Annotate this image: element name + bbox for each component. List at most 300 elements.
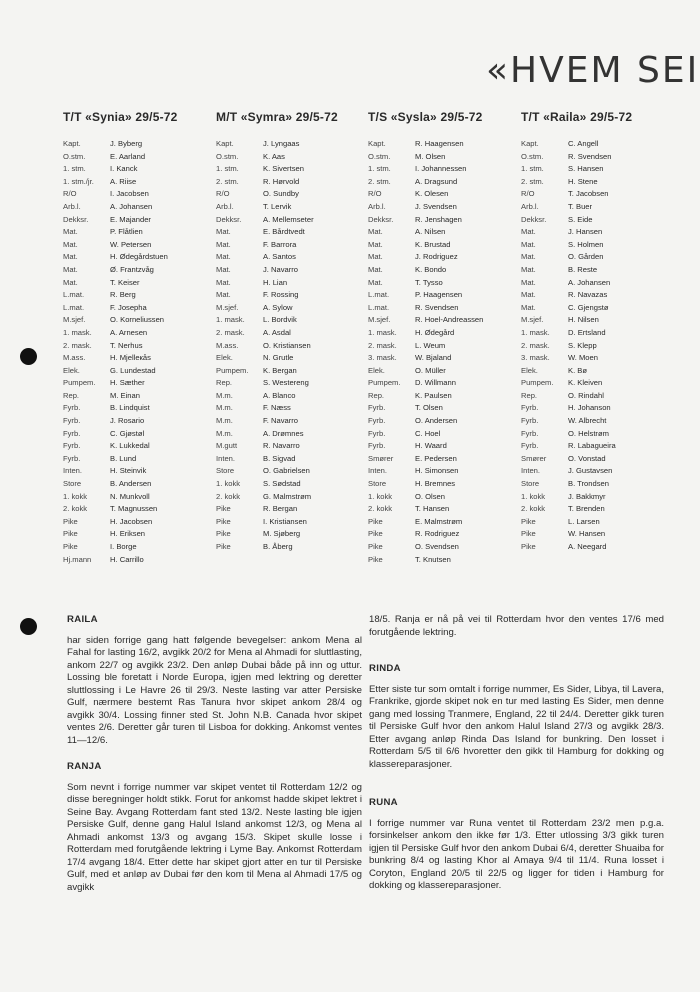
crew-row bbox=[63, 453, 213, 466]
crew-rank: Fyrb. bbox=[63, 428, 81, 438]
binder-hole-bottom bbox=[20, 618, 37, 635]
crew-row bbox=[216, 251, 366, 264]
crew-rank: Store bbox=[216, 466, 235, 476]
crew-name: A. Sylow bbox=[263, 302, 293, 312]
crew-rank: Pike bbox=[368, 516, 383, 526]
crew-rank: Inten. bbox=[216, 453, 235, 463]
crew-name: I. Borge bbox=[110, 542, 137, 551]
crew-name: C. Hoel bbox=[415, 428, 441, 438]
crew-row bbox=[368, 138, 518, 151]
crew-row bbox=[216, 138, 366, 151]
crew-rank: Smører bbox=[521, 453, 547, 463]
crew-rank: Dekksr. bbox=[216, 214, 242, 224]
article-runa bbox=[369, 797, 664, 893]
crew-row bbox=[216, 541, 366, 554]
crew-row bbox=[521, 314, 671, 327]
crew-name: O. Olsen bbox=[415, 491, 445, 501]
crew-row bbox=[216, 516, 366, 529]
crew-name: J. Gustavsen bbox=[568, 466, 613, 476]
crew-list-symra bbox=[216, 110, 366, 554]
crew-rank: Pike bbox=[63, 542, 78, 551]
crew-name: H. Jacobsen bbox=[110, 516, 153, 526]
crew-name: H. Simonsen bbox=[415, 466, 459, 476]
crew-rank: Inten. bbox=[368, 466, 387, 476]
crew-name: A. Riise bbox=[110, 176, 137, 186]
crew-row bbox=[63, 352, 213, 365]
crew-rank: L.mat. bbox=[63, 290, 85, 300]
crew-name: A. Arnesen bbox=[110, 327, 148, 337]
crew-row bbox=[63, 226, 213, 239]
crew-name: A. Mellemseter bbox=[263, 214, 314, 224]
crew-row bbox=[521, 503, 671, 516]
article-ranja bbox=[67, 761, 362, 894]
crew-rank: 2. stm. bbox=[521, 176, 544, 186]
crew-rank: M.m. bbox=[216, 428, 233, 438]
crew-name: R. Haagensen bbox=[415, 139, 464, 148]
crew-rank: Arb.l. bbox=[368, 201, 386, 211]
crew-row bbox=[368, 390, 518, 403]
crew-rank: 2. stm. bbox=[368, 176, 391, 186]
crew-row bbox=[521, 340, 671, 353]
crew-row bbox=[521, 289, 671, 302]
crew-rank: M.m. bbox=[216, 390, 233, 400]
crew-rank: Fyrb. bbox=[368, 403, 386, 413]
crew-name: J. Lyngaas bbox=[263, 139, 300, 148]
crew-rank: Pike bbox=[216, 516, 231, 526]
crew-row bbox=[216, 289, 366, 302]
crew-rank: Fyrb. bbox=[63, 416, 81, 426]
crew-row bbox=[368, 302, 518, 315]
crew-rank: Pike bbox=[521, 529, 536, 539]
crew-rank: R/O bbox=[216, 189, 230, 199]
crew-name: J. Rosario bbox=[110, 416, 145, 426]
crew-rank: Pike bbox=[216, 542, 231, 551]
crew-row bbox=[63, 176, 213, 189]
crew-row bbox=[368, 478, 518, 491]
crew-name: O. Kristiansen bbox=[263, 340, 311, 350]
crew-row bbox=[216, 239, 366, 252]
crew-rank: Mat. bbox=[63, 277, 78, 287]
crew-rank: Mat. bbox=[216, 227, 231, 237]
crew-name: A. Johansen bbox=[110, 201, 153, 211]
crew-row bbox=[368, 503, 518, 516]
crew-name: R. Navarro bbox=[263, 441, 300, 451]
crew-row bbox=[521, 516, 671, 529]
crew-name: S. Holmen bbox=[568, 239, 604, 249]
crew-name: R. Hørvold bbox=[263, 176, 300, 186]
crew-name: K. Kleiven bbox=[568, 378, 603, 388]
crew-name: K. Aas bbox=[263, 151, 285, 161]
crew-rank: Mat. bbox=[368, 252, 383, 262]
crew-row bbox=[521, 541, 671, 554]
crew-rank: 2. mask. bbox=[216, 327, 245, 337]
crew-rank: Fyrb. bbox=[521, 416, 539, 426]
crew-name: T. Magnussen bbox=[110, 504, 158, 514]
crew-name: K. Bergan bbox=[263, 365, 297, 375]
crew-name: H. Carrillo bbox=[110, 554, 144, 564]
crew-name: A. Drømnes bbox=[263, 428, 304, 438]
crew-name: C. Gjengstø bbox=[568, 302, 609, 312]
crew-rank: 2. kokk bbox=[216, 491, 241, 501]
crew-row bbox=[216, 340, 366, 353]
crew-rank: M.ass. bbox=[63, 353, 86, 363]
crew-row bbox=[368, 428, 518, 441]
binder-hole-top bbox=[20, 348, 37, 365]
crew-row bbox=[216, 503, 366, 516]
article-raila bbox=[67, 614, 362, 747]
crew-name: F. Rossing bbox=[263, 290, 299, 300]
crew-rank: Fyrb. bbox=[63, 453, 81, 463]
crew-row bbox=[521, 352, 671, 365]
crew-name: H. Lian bbox=[263, 277, 288, 287]
crew-row bbox=[521, 327, 671, 340]
crew-rank: Rep. bbox=[216, 378, 233, 388]
crew-row bbox=[368, 402, 518, 415]
crew-rank: 1. stm. bbox=[368, 164, 391, 174]
crew-name: L. Weum bbox=[415, 340, 446, 350]
crew-row bbox=[63, 314, 213, 327]
crew-rank: Fyrb. bbox=[521, 428, 539, 438]
crew-rank: 3. mask. bbox=[368, 353, 397, 363]
crew-name: K. Brustad bbox=[415, 239, 451, 249]
crew-rank: 1. kokk bbox=[63, 491, 88, 501]
crew-row bbox=[63, 239, 213, 252]
crew-rank: O.stm. bbox=[63, 151, 86, 161]
crew-row bbox=[368, 277, 518, 290]
crew-row bbox=[368, 377, 518, 390]
crew-name: G. Malmstrøm bbox=[263, 491, 312, 501]
crew-rank: 3. mask. bbox=[521, 353, 550, 363]
crew-rank: Pike bbox=[216, 529, 231, 539]
crew-row bbox=[521, 251, 671, 264]
crew-name: I. Kanck bbox=[110, 164, 138, 174]
crew-row bbox=[368, 314, 518, 327]
crew-name: S. Eide bbox=[568, 214, 593, 224]
crew-row bbox=[521, 491, 671, 504]
crew-rank: 2. kokk bbox=[368, 504, 393, 514]
crew-rank: Elek. bbox=[368, 365, 385, 375]
crew-rank: Kapt. bbox=[63, 139, 81, 148]
crew-rank: 1. mask. bbox=[368, 327, 397, 337]
crew-list-header: T/T «Raila» 29/5-72 bbox=[521, 110, 633, 124]
crew-row bbox=[63, 428, 213, 441]
crew-name: R. Bergan bbox=[263, 504, 298, 514]
crew-rank: Mat. bbox=[216, 239, 231, 249]
crew-row bbox=[521, 277, 671, 290]
crew-name: W. Hansen bbox=[568, 529, 606, 539]
crew-name: A. Nilsen bbox=[415, 227, 446, 237]
crew-rank: M.m. bbox=[216, 416, 233, 426]
crew-row bbox=[521, 239, 671, 252]
crew-row bbox=[63, 277, 213, 290]
crew-name: W. Moen bbox=[568, 353, 598, 363]
crew-row bbox=[368, 226, 518, 239]
crew-name: E. Majander bbox=[110, 214, 151, 224]
crew-name: O. Sundby bbox=[263, 189, 299, 199]
crew-rank: Mat. bbox=[521, 252, 536, 262]
crew-name: G. Lundestad bbox=[110, 365, 156, 375]
article-heading: RUNA bbox=[369, 797, 398, 808]
crew-name: R. Jenshagen bbox=[415, 214, 462, 224]
article-body: Etter siste tur som omtalt i forrige nummer, Es Sider, Libya, til Lavera, Frankrike, gjorde skipet nok en tur med lasting Es Sider, men denne gang med lossing Tranmere, England, 22 til 24/4. Deretter gikk turen til Persiske Gulf hvor den ankom Halul Island 27/3 og avgikk 28/3. Etter avgang anløp Rinda Das Island for bunkring. Den losset i Rotterdam 5/5 til 6/6 hvoretter den gikk til Hamburg for dokking og klassereparasjoner. bbox=[369, 683, 664, 770]
crew-rank: M.sjef. bbox=[521, 315, 544, 325]
crew-rank: Mat. bbox=[521, 277, 536, 287]
crew-name: O. Svendsen bbox=[415, 542, 459, 551]
crew-rank: M.m. bbox=[216, 403, 233, 413]
crew-name: T. Knutsen bbox=[415, 554, 451, 564]
crew-rank: R/O bbox=[368, 189, 382, 199]
crew-rank: Fyrb. bbox=[521, 441, 539, 451]
crew-list-synia bbox=[63, 110, 213, 566]
crew-name: T. Buer bbox=[568, 201, 593, 211]
crew-rank: O.stm. bbox=[216, 151, 239, 161]
crew-name: O. Gården bbox=[568, 252, 604, 262]
crew-row bbox=[521, 163, 671, 176]
crew-list-header: T/S «Sysla» 29/5-72 bbox=[368, 110, 483, 124]
crew-name: W. Petersen bbox=[110, 239, 152, 249]
crew-name: E. Bårdtvedt bbox=[263, 227, 305, 237]
crew-row bbox=[368, 163, 518, 176]
crew-rank: Kapt. bbox=[216, 139, 234, 148]
crew-row bbox=[216, 277, 366, 290]
crew-name: I. Kristiansen bbox=[263, 516, 307, 526]
article-rinda bbox=[369, 663, 664, 771]
crew-row bbox=[216, 491, 366, 504]
crew-row bbox=[368, 201, 518, 214]
crew-rank: Store bbox=[368, 479, 387, 489]
crew-name: H. Mjelleкås bbox=[110, 353, 151, 363]
crew-row bbox=[216, 226, 366, 239]
crew-rank: 2. mask. bbox=[63, 340, 92, 350]
crew-row bbox=[216, 440, 366, 453]
crew-rank: Mat. bbox=[368, 277, 383, 287]
crew-rank: Pike bbox=[368, 554, 383, 564]
crew-row bbox=[368, 516, 518, 529]
crew-name: R. Svendsen bbox=[415, 302, 459, 312]
crew-name: K. Sivertsen bbox=[263, 164, 304, 174]
crew-row bbox=[216, 188, 366, 201]
crew-name: T. Keiser bbox=[110, 277, 140, 287]
crew-name: L. Bordvik bbox=[263, 315, 297, 325]
crew-row bbox=[368, 465, 518, 478]
crew-name: H. Steinvik bbox=[110, 466, 147, 476]
crew-rank: Elek. bbox=[521, 365, 538, 375]
crew-name: H. Ødegårdstuen bbox=[110, 252, 168, 262]
crew-rank: Pike bbox=[63, 529, 78, 539]
crew-rank: Dekksr. bbox=[63, 214, 89, 224]
crew-rank: Pike bbox=[63, 516, 78, 526]
crew-name: O. Helstrøm bbox=[568, 428, 609, 438]
crew-rank: Mat. bbox=[521, 290, 536, 300]
crew-rank: Pumpem. bbox=[63, 378, 96, 388]
crew-name: F. Næss bbox=[263, 403, 291, 413]
crew-name: T. Hansen bbox=[415, 504, 450, 514]
crew-row bbox=[63, 264, 213, 277]
crew-rank: Mat. bbox=[368, 264, 383, 274]
article-column-left bbox=[67, 614, 362, 894]
crew-name: L. Larsen bbox=[568, 516, 600, 526]
crew-name: K. Paulsen bbox=[415, 390, 452, 400]
crew-row bbox=[521, 302, 671, 315]
crew-row bbox=[63, 516, 213, 529]
crew-rank: Dekksr. bbox=[368, 214, 394, 224]
crew-name: P. Flåtlien bbox=[110, 227, 143, 237]
crew-name: B. Åberg bbox=[263, 542, 293, 551]
crew-name: N. Munkvoll bbox=[110, 491, 150, 501]
crew-list-sysla bbox=[368, 110, 518, 566]
crew-row bbox=[216, 151, 366, 164]
crew-name: H. Sæther bbox=[110, 378, 145, 388]
crew-rank: Rep. bbox=[368, 390, 385, 400]
crew-rank: 1. mask. bbox=[216, 315, 245, 325]
crew-rank: 2. stm. bbox=[216, 176, 239, 186]
crew-name: B. Lindquist bbox=[110, 403, 150, 413]
crew-name: H. Stene bbox=[568, 176, 598, 186]
crew-name: R. Svendsen bbox=[568, 151, 612, 161]
crew-rank: Fyrb. bbox=[63, 441, 81, 451]
crew-row bbox=[216, 163, 366, 176]
crew-row bbox=[63, 340, 213, 353]
crew-row bbox=[521, 365, 671, 378]
crew-rank: Arb.l. bbox=[63, 201, 81, 211]
crew-name: J. Byberg bbox=[110, 139, 143, 148]
crew-row bbox=[368, 176, 518, 189]
crew-name: K. Olesen bbox=[415, 189, 449, 199]
crew-name: K. Bø bbox=[568, 365, 587, 375]
crew-name: O. Rindahl bbox=[568, 390, 604, 400]
crew-name: A. Dragsund bbox=[415, 176, 458, 186]
crew-name: B. Trondsen bbox=[568, 479, 609, 489]
crew-row bbox=[63, 251, 213, 264]
crew-rank: Kapt. bbox=[521, 139, 539, 148]
crew-row bbox=[368, 239, 518, 252]
crew-rank: 2. kokk bbox=[63, 504, 88, 514]
crew-row bbox=[63, 415, 213, 428]
crew-name: H. Johanson bbox=[568, 403, 611, 413]
crew-rank: L.mat. bbox=[368, 290, 390, 300]
crew-name: O. Müller bbox=[415, 365, 446, 375]
crew-rank: M.ass. bbox=[216, 340, 239, 350]
crew-rank: 1. stm./jr. bbox=[63, 176, 94, 186]
crew-row bbox=[63, 541, 213, 554]
crew-rank: Mat. bbox=[521, 264, 536, 274]
crew-name: M. Einan bbox=[110, 390, 140, 400]
crew-name: B. Reste bbox=[568, 264, 598, 274]
crew-rank: R/O bbox=[521, 189, 535, 199]
crew-rank: Fyrb. bbox=[63, 403, 81, 413]
crew-name: E. Pedersen bbox=[415, 453, 457, 463]
crew-rank: Dekksr. bbox=[521, 214, 547, 224]
crew-rank: Mat. bbox=[216, 252, 231, 262]
crew-name: F. Navarro bbox=[263, 416, 299, 426]
crew-rank: Mat. bbox=[521, 227, 536, 237]
crew-name: A. Santos bbox=[263, 252, 296, 262]
crew-row bbox=[63, 377, 213, 390]
crew-name: W. Bjaland bbox=[415, 353, 452, 363]
crew-row bbox=[63, 478, 213, 491]
crew-name: T. Lervik bbox=[263, 201, 292, 211]
crew-row bbox=[216, 264, 366, 277]
crew-row bbox=[216, 365, 366, 378]
crew-name: T. Brenden bbox=[568, 504, 605, 514]
crew-name: O. Gabrielsen bbox=[263, 466, 310, 476]
crew-name: J. Svendsen bbox=[415, 201, 457, 211]
crew-name: O. Andersen bbox=[415, 416, 458, 426]
crew-rank: 1. kokk bbox=[368, 491, 393, 501]
crew-rank: Mat. bbox=[216, 290, 231, 300]
crew-name: W. Albrecht bbox=[568, 416, 607, 426]
crew-row bbox=[521, 201, 671, 214]
crew-name: A. Johansen bbox=[568, 277, 611, 287]
crew-rank: O.stm. bbox=[368, 151, 391, 161]
crew-rank: Fyrb. bbox=[521, 403, 539, 413]
crew-row bbox=[521, 138, 671, 151]
crew-row bbox=[63, 402, 213, 415]
crew-row bbox=[368, 365, 518, 378]
crew-row bbox=[216, 352, 366, 365]
crew-rank: 1. stm. bbox=[521, 164, 544, 174]
crew-rank: Arb.l. bbox=[521, 201, 539, 211]
crew-name: I. Jacobsen bbox=[110, 189, 149, 199]
crew-list-header: M/T «Symra» 29/5-72 bbox=[216, 110, 338, 124]
crew-rank: Pumpem. bbox=[216, 365, 249, 375]
crew-row bbox=[63, 289, 213, 302]
crew-rank: Store bbox=[63, 479, 82, 489]
article-body: Som nevnt i forrige nummer var skipet ventet til Rotterdam 12/2 og disse beregninger holdt stikk. Forut for ankomst hadde skipet lektret i Seine Bay. Avgang Rotterdam fant sted 13/2. Neste lasting ble igjen Persiske Gulf, denne gang Halul Island ankomst 12/3, og Mena al Ahmadi ankomst 13/3 og avgang 15/3. Skipet skulle losse i Rotterdam med forutgående lektring i Lyme Bay. Ankomst Rotterdam 17/4 avgang 18/4. Etter dette har skipet gjort atter en tur til Persiske Gulf, med et anløp av Dubai før den kom til Mena al Ahmadi 17/5 og avgikk bbox=[67, 781, 362, 893]
crew-rank: L.mat. bbox=[368, 302, 390, 312]
crew-row bbox=[368, 528, 518, 541]
crew-row bbox=[368, 541, 518, 554]
crew-row bbox=[63, 151, 213, 164]
crew-row bbox=[368, 151, 518, 164]
crew-row bbox=[368, 289, 518, 302]
crew-rank: Fyrb. bbox=[368, 416, 386, 426]
crew-row bbox=[521, 440, 671, 453]
crew-rank: M.sjef. bbox=[368, 315, 391, 325]
crew-name: H. Waard bbox=[415, 441, 447, 451]
crew-rank: 1. mask. bbox=[63, 327, 92, 337]
crew-rank: Mat. bbox=[63, 227, 78, 237]
crew-name: N. Grutle bbox=[263, 353, 294, 363]
crew-name: S. Klepp bbox=[568, 340, 597, 350]
crew-row bbox=[63, 503, 213, 516]
crew-rank: Elek. bbox=[216, 353, 233, 363]
crew-row bbox=[368, 327, 518, 340]
crew-name: R. Rodriguez bbox=[415, 529, 460, 539]
crew-row bbox=[63, 214, 213, 227]
crew-rank: 1. kokk bbox=[216, 479, 241, 489]
crew-rank: Smører bbox=[368, 453, 394, 463]
crew-row bbox=[216, 302, 366, 315]
crew-rank: Pike bbox=[368, 542, 383, 551]
article-body: har siden forrige gang hatt følgende bevegelser: ankom Mena al Fahal for lasting 16/2, avgikk 20/2 for Mena al Ahmadi for sluttlasting, ankom 22/7 og avgikk 23/2. Den anløp Dubai både på inn og uttur. Lossing ble foretatt i Norde Europa, igjen med lektring og deretter sluttlossing i Le Havre 26 til 29/3. Neste lasting var atter Persiske Gulf, nærmere bestemt Ras Tanura hvor skipet ankom 28/4 og avgikk 30/4. Lossing finner sted St. John N.B. Canada hvor skipet ventes 2/6. Deretter går turen til Lisboa for dokking. Ankomst ventes 11—12/6. bbox=[67, 634, 362, 746]
crew-name: R. Hoel-Andreassen bbox=[415, 315, 484, 325]
crew-row bbox=[216, 428, 366, 441]
crew-rank: Pike bbox=[216, 504, 231, 514]
crew-name: T. Tysso bbox=[415, 277, 443, 287]
crew-name: J. Rodriguez bbox=[415, 252, 458, 262]
crew-rank: Rep. bbox=[521, 390, 538, 400]
crew-row bbox=[63, 528, 213, 541]
crew-name: S. Sødstad bbox=[263, 479, 301, 489]
crew-name: O. Vonstad bbox=[568, 453, 606, 463]
crew-row bbox=[63, 390, 213, 403]
crew-row bbox=[63, 365, 213, 378]
crew-row bbox=[521, 214, 671, 227]
crew-rank: O.stm. bbox=[521, 151, 544, 161]
crew-name: I. Johannessen bbox=[415, 164, 467, 174]
crew-rank: Elek. bbox=[63, 365, 80, 375]
